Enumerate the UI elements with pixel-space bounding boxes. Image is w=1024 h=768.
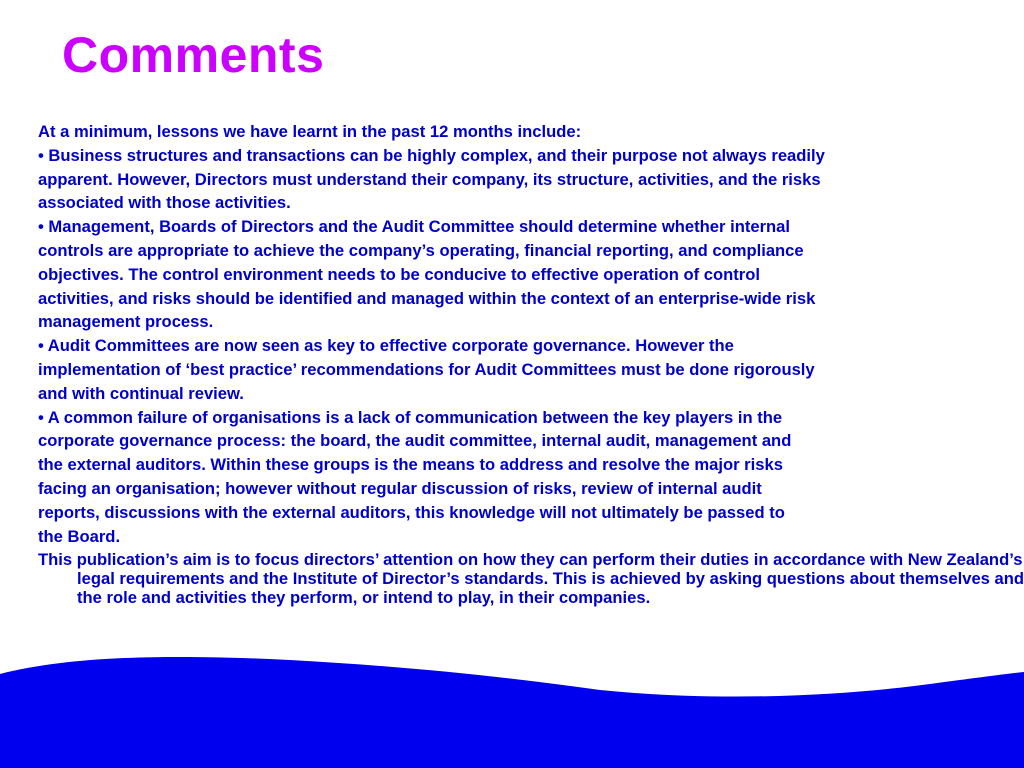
bottom-wave-decoration <box>0 650 1024 768</box>
text-line: • A common failure of organisations is a lack of communication between the key players in the <box>38 407 783 427</box>
text-line: objectives. The control environment needs to be conducive to effective operation of control <box>38 264 760 284</box>
text-line: the external auditors. Within these groups is the means to address and resolve the major risks <box>38 455 783 475</box>
text-line: facing an organisation; however without regular discussion of risks, review of internal audit <box>38 478 762 498</box>
wave-shape <box>0 657 1024 768</box>
text-line: management process. <box>38 312 214 332</box>
text-line: reports, discussions with the external auditors, this knowledge will not ultimately be passed to <box>38 502 785 522</box>
closing-paragraph: This publication’s aim is to focus directors’ attention on how they can perform their duties in accordance with New Zealand’s legal requirements and the Institute of Director’s standards. This is achieved by asking questions about themselves and the role and activities they perform, or intend to play, in their companies. <box>38 550 1024 608</box>
text-line: At a minimum, lessons we have learnt in the past 12 months include: <box>38 122 582 141</box>
text-line: implementation of ‘best practice’ recommendations for Audit Committees must be done rigorously <box>38 359 815 379</box>
body-text <box>38 120 1024 608</box>
text-line: • Audit Committees are now seen as key to effective corporate governance. However the <box>38 336 734 356</box>
slide-title: Comments <box>62 27 325 83</box>
text-line: • Business structures and transactions can be highly complex, and their purpose not always readily <box>38 145 825 165</box>
text-line: apparent. However, Directors must understand their company, its structure, activities, and the risks <box>38 169 821 189</box>
text-line: corporate governance process: the board, the audit committee, internal audit, management and <box>38 431 792 451</box>
text-line: the Board. <box>38 526 121 546</box>
text-line: associated with those activities. <box>38 193 291 213</box>
text-line: • Management, Boards of Directors and the Audit Committee should determine whether internal <box>38 217 791 237</box>
text-line: controls are appropriate to achieve the company’s operating, financial reporting, and compliance <box>38 240 804 260</box>
text-line: activities, and risks should be identified and managed within the context of an enterprise-wide risk <box>38 288 816 308</box>
text-line: and with continual review. <box>38 383 244 403</box>
